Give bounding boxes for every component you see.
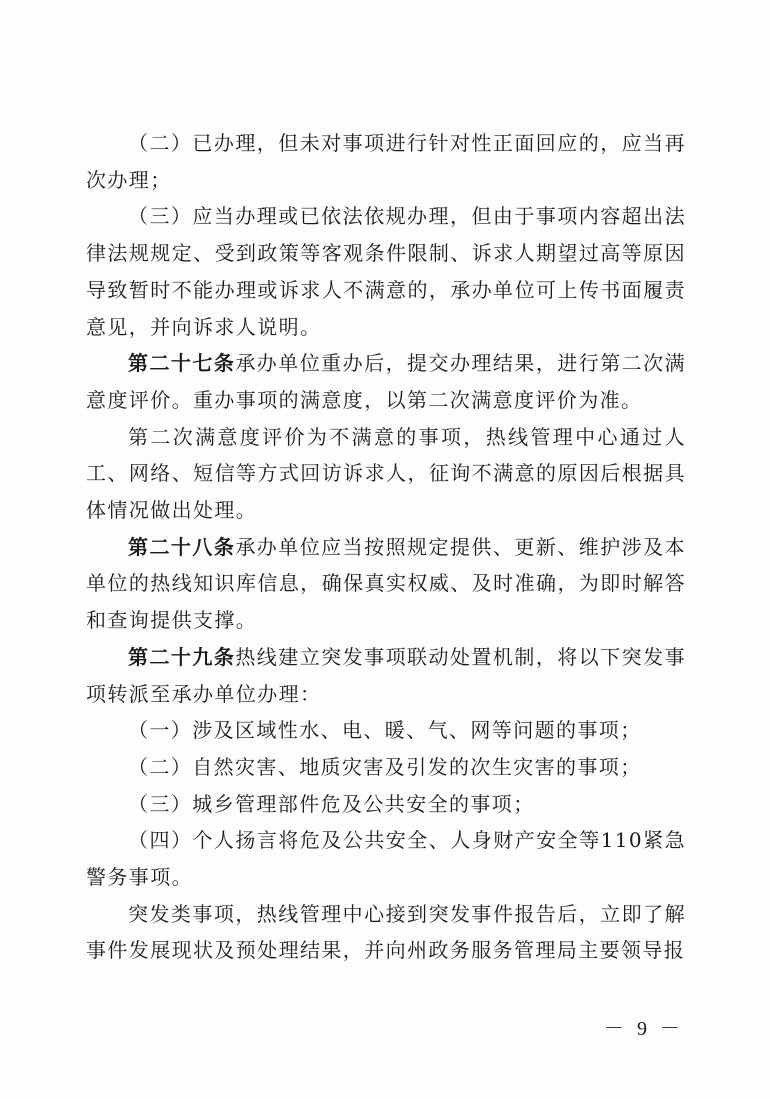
article-title: 第二十九条	[128, 644, 236, 669]
list-item-text: （二）自然灾害、地质灾害及引发的次生灾害的事项；	[128, 754, 642, 779]
article-text: 热线建立突发事项联动处置机制，将以下突发事项转派至承办单位办理：	[86, 644, 687, 706]
list-item-1	[86, 712, 686, 749]
paragraph-text: （二）已办理，但未对事项进行针对性正面回应的，应当再次办理；	[86, 131, 686, 192]
paragraph-item-3	[86, 198, 686, 345]
paragraph-text: （三）应当办理或已依法依规办理，但由于事项内容超出法律法规规定、受到政策等客观条件限制、诉求人期望过高等原因导致暂时不能办理或诉求人不满意的，承办单位可上传书面履责意见，并向诉求人说明。	[86, 204, 686, 339]
paragraph-item-2	[86, 125, 686, 198]
list-item-text: （三）城乡管理部件危及公共安全的事项；	[128, 791, 535, 816]
article-text: 承办单位重办后，提交办理结果，进行第二次满意度评价。重办事项的满意度，以第二次满意度评价为准。	[86, 351, 687, 412]
paragraph-text: 突发类事项，热线管理中心接到突发事件报告后，立即了解事件发展现状及预处理结果，并向州政务服务管理局主要领导报	[86, 901, 686, 963]
article-27	[86, 345, 686, 418]
list-item-text: （一）涉及区域性水、电、暖、气、网等问题的事项；	[128, 718, 642, 743]
article-29	[86, 639, 686, 712]
article-text: 承办单位应当按照规定提供、更新、维护涉及本单位的热线知识库信息，确保真实权威、及时准确，为即时解答和查询提供支撑。	[86, 534, 687, 633]
article-28	[86, 529, 686, 639]
article-title: 第二十七条	[128, 351, 236, 376]
list-item-2	[86, 749, 686, 786]
paragraph-text: 第二次满意度评价为不满意的事项，热线管理中心通过人工、网络、短信等方式回访诉求人，征询不满意的原因后根据具体情况做出处理。	[86, 424, 686, 523]
page-number: － 9 －	[604, 1018, 684, 1040]
list-item-4	[86, 822, 686, 895]
paragraph-emergency	[86, 896, 686, 969]
article-title: 第二十八条	[128, 534, 236, 559]
paragraph-revisit	[86, 419, 686, 529]
list-item-text: （四）个人扬言将危及公共安全、人身财产安全等110紧急警务事项。	[86, 828, 686, 890]
list-item-3	[86, 786, 686, 823]
document-body	[86, 125, 686, 969]
